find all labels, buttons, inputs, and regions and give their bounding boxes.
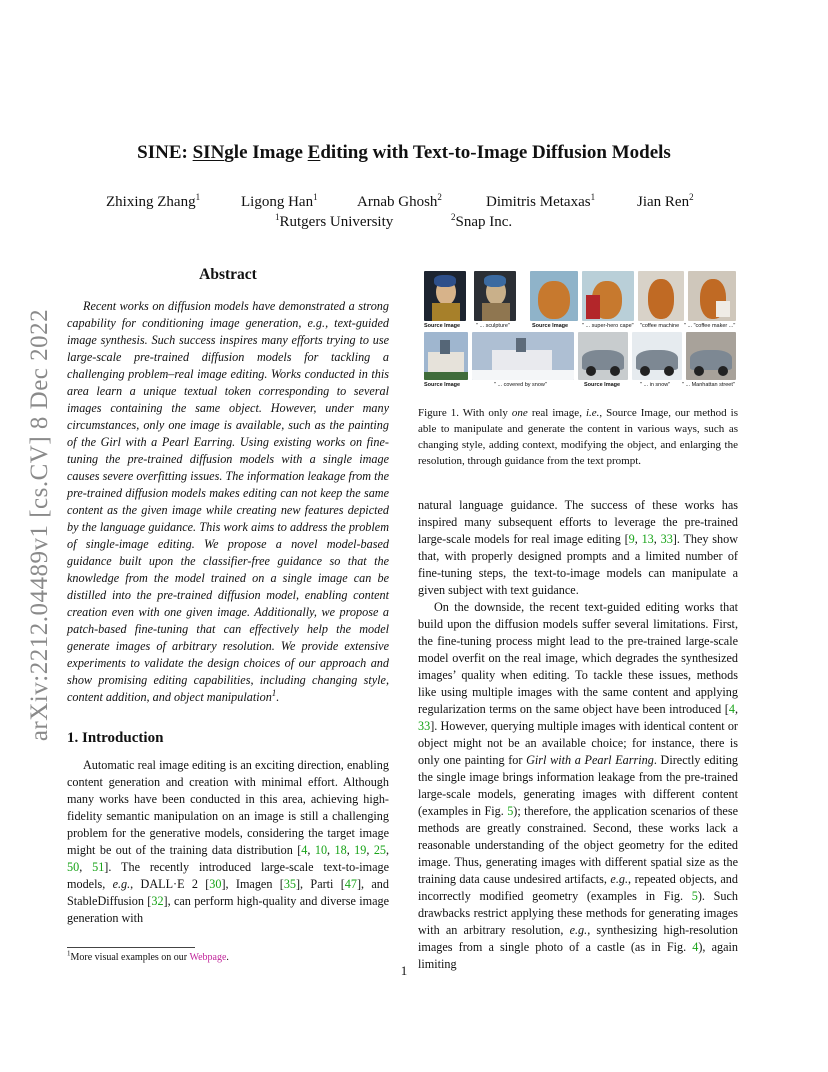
author: Zhixing Zhang$^1$ bbox=[106, 192, 201, 210]
title-prefix: SINE: bbox=[137, 142, 193, 163]
fig-label: Source Image bbox=[584, 382, 621, 388]
author: Ligong Han$^1$ bbox=[241, 192, 318, 210]
right-paragraph-2: On the downside, the recent text-guided editing works that build upon the diffusion models suffer several limitations. First, the fine-tuning process might lead to the pre-trained large-scale model overfit on the real image, which degrades the synthesized images’ quality when editing. To tackle these issues, methods like using multiple images with the same content and applying regularization terms on the same object have been introduced [4, 33]. However, querying multiple images with identical content or object might not be an available choice; for instance, there is only one painting for Girl with a Pearl Earring. Directly editing the single image brings information leakage from the pre-trained large-scale models, generating images with different content (examples in Fig. 5); therefore, the application scenarios of these methods are greatly constrained. Second, these works lack a reasonable understanding of the object geometry for the edited image. Thus, generating images with different spatial size as the training data cause undesired artifacts, e.g., repeated objects, and incorrectly modified geometry (examples in Fig. 5). Such drawbacks restrict applying these methods for generating images with an arbitrary resolution, e.g., synthesizing high-resolution images from a single photo of a castle (as in Fig. 4), again limiting bbox=[418, 600, 739, 971]
intro-heading: 1. Introduction bbox=[67, 730, 164, 746]
page-number: 1 bbox=[400, 963, 408, 978]
title-gle-image: gle Image bbox=[224, 142, 308, 163]
affiliation: $^1$Rutgers University bbox=[275, 212, 394, 230]
car-snow-image bbox=[632, 332, 682, 380]
pearl-sculpture-image bbox=[474, 271, 516, 321]
dog-coffee-maker-image bbox=[688, 271, 736, 321]
author: Arnab Ghosh$^2$ bbox=[357, 192, 442, 210]
webpage-link[interactable]: Webpage bbox=[189, 952, 227, 963]
castle-source-image bbox=[424, 332, 468, 380]
arxiv-identifier-text: arXiv:2212.04489v1 [cs.CV] 8 Dec 2022 bbox=[26, 308, 53, 742]
arxiv-identifier bbox=[22, 290, 58, 760]
dog-coffee-image bbox=[638, 271, 684, 321]
fig-label: " ... Manhattan street" bbox=[682, 382, 735, 388]
pearl-source-image bbox=[424, 271, 466, 321]
author: Jian Ren$^2$ bbox=[637, 192, 694, 210]
abstract-body: Recent works on diffusion models have demonstrated a strong capability for conditioning image generation, e.g., text-guided image synthesis. Such success inspires many efforts trying to use large-scale pre-trained diffusion models for tackling a challenging problem–real image editing. Works conducted in this area learn a unique textual token corresponding to several images containing the same object. However, under many circumstances, only one image is available, such as the painting of the Girl with a Pearl Earring. Using existing works on fine-tuning the pre-trained diffusion models with a single image causes severe overfitting issues. The information leakage from the pre-trained diffusion models makes editing can not keep the same content as the given image while creating new features depicted by the language guidance. This work aims to address the problem of single-image editing. We propose a novel model-based guidance built upon the classifier-free guidance so that the knowledge from the model trained on a single image can be distilled into the pre-trained diffusion model, enabling content creation even with one given image. Additionally, we propose a patch-based fine-tuning that can effectively help the model generate images of arbitrary resolution. We provide extensive experiments to validate the design choices of our approach and show promising editing capabilities, including changing style, content addition, and object manipulation$^1$. bbox=[67, 299, 389, 704]
figure-1 bbox=[418, 268, 738, 398]
footnote: $^1$More visual examples on our Webpage. bbox=[67, 949, 229, 963]
author: Dimitris Metaxas$^1$ bbox=[486, 192, 596, 210]
abstract-heading: Abstract bbox=[199, 266, 257, 283]
castle-snow-image bbox=[472, 332, 574, 380]
car-source-image bbox=[578, 332, 628, 380]
car-manhattan-image bbox=[686, 332, 736, 380]
title-rest: diting with Text-to-Image Diffusion Models bbox=[320, 142, 671, 163]
fig-label: " ... covered by snow" bbox=[494, 382, 547, 388]
footnote-rule bbox=[67, 947, 195, 948]
dog-source-image bbox=[530, 271, 578, 321]
title-e: E bbox=[307, 142, 321, 163]
right-paragraph-1: natural language guidance. The success of these works has inspired many subsequent efforts to leverage the pre-trained large-scale models for real image editing [9, 13, 33]. They show that, with properly designed prompts and a limited number of fine-tuning steps, the text-to-image models can manipulate a given subject with text guidance. bbox=[418, 498, 739, 597]
figure-caption: Figure 1. With only one real image, i.e., Source Image, our method is able to manipulate and generate the content in various ways, such as changing style, adding context, modifying the object, and enlarging the resolution, through guidance from the text prompt. bbox=[418, 407, 738, 467]
affiliation: $^2$Snap Inc. bbox=[451, 212, 513, 230]
intro-paragraph: Automatic real image editing is an exciting direction, enabling content generation and creation with minimal effort. Although many works have been conducted in this area, achieving high-fidelity semantic manipulation on an image is still a challenging problem for the generative models, considering the target image might be out of the training data distribution [4, 10, 18, 19, 25, 50, 51]. The recently introduced large-scale text-to-image models, e.g., DALL·E 2 [30], Imagen [35], Parti [47], and StableDiffusion [32], can perform high-quality and diverse image generation with bbox=[67, 758, 390, 925]
left-column bbox=[67, 266, 389, 927]
paper-title bbox=[0, 142, 808, 164]
fig-label: Source Image bbox=[424, 323, 461, 329]
fig-label: Source Image bbox=[532, 323, 569, 329]
fig-label: Source Image bbox=[424, 382, 461, 388]
fig-label: " ... sculpture" bbox=[476, 323, 510, 329]
fig-label: " ... in snow" bbox=[640, 382, 671, 388]
title-sin: SIN bbox=[192, 142, 225, 163]
right-column bbox=[418, 497, 738, 973]
fig-label: " ... "coffee maker ..." bbox=[684, 323, 736, 329]
fig-label: "coffee machine bbox=[640, 323, 680, 329]
dog-cape-image bbox=[582, 271, 634, 321]
fig-label: " ... super-hero cape" bbox=[582, 323, 634, 329]
